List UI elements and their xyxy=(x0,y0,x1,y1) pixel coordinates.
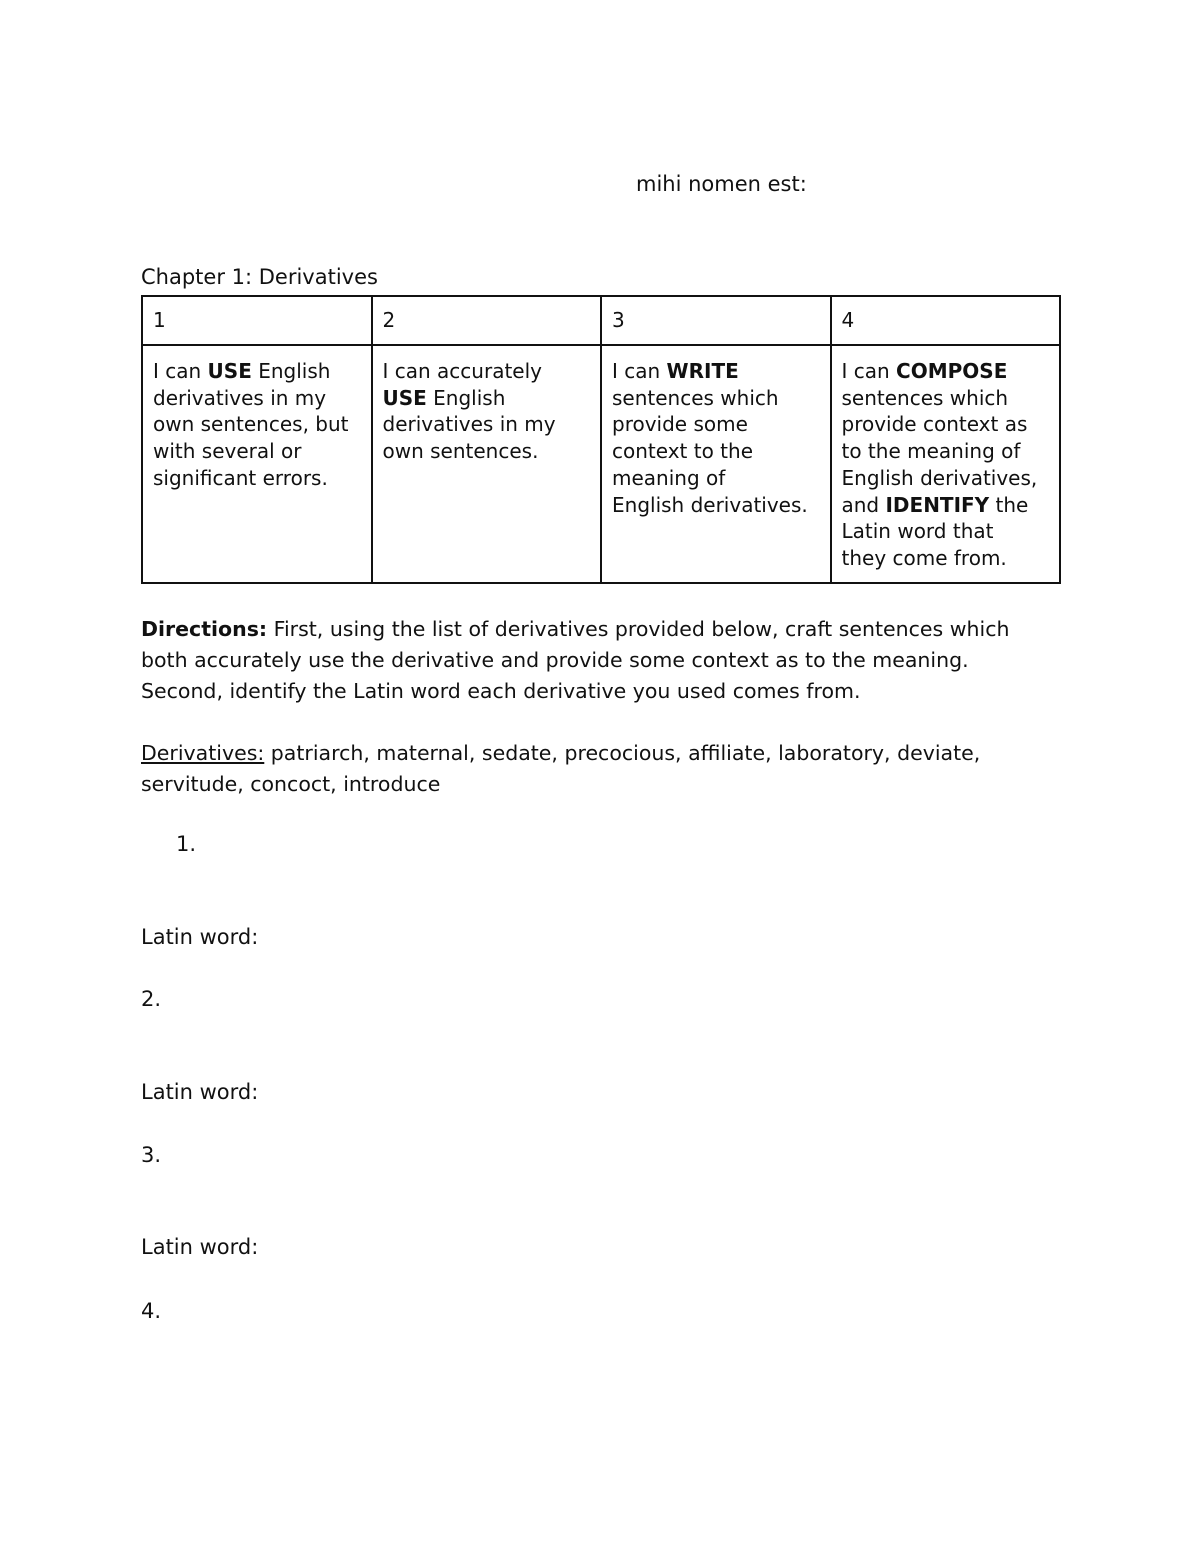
derivatives-label: Derivatives: xyxy=(141,741,265,765)
rubric-text: provide context as xyxy=(841,412,1028,437)
directions-line: Second, identify the Latin word each derivative you used comes from. xyxy=(141,679,861,703)
rubric-descriptor-line xyxy=(383,411,591,438)
rubric-descriptor-line xyxy=(153,385,361,412)
rubric-text: own sentences, but xyxy=(153,412,349,437)
directions-label: Directions: xyxy=(141,617,268,641)
rubric-text: English derivatives. xyxy=(612,492,808,517)
latin-word-label: Latin word: xyxy=(141,1080,259,1104)
rubric-descriptor-line xyxy=(383,385,591,412)
derivatives-line: servitude, concoct, introduce xyxy=(141,772,441,796)
rubric-text: meaning of xyxy=(612,465,726,490)
rubric-text: they come from. xyxy=(841,545,1007,570)
name-label: mihi nomen est: xyxy=(636,172,807,196)
rubric-descriptor-line xyxy=(842,518,1050,545)
rubric-descriptor-line xyxy=(842,385,1050,412)
rubric-descriptor-line xyxy=(153,358,361,385)
directions-line: Directions: First, using the list of derivatives provided below, craft sentences which xyxy=(141,617,1010,641)
rubric-descriptor-line xyxy=(153,411,361,438)
rubric-text: and xyxy=(841,492,886,517)
rubric-score-row xyxy=(142,296,1060,345)
rubric-descriptor-line xyxy=(842,411,1050,438)
rubric-descriptor-line xyxy=(612,385,820,412)
rubric-descriptor-line xyxy=(383,358,591,385)
rubric-text: derivatives in my xyxy=(153,385,327,410)
rubric-text: context to the xyxy=(612,439,753,464)
rubric-text: English xyxy=(426,385,506,410)
rubric-descriptor-line xyxy=(383,438,591,465)
rubric-descriptor-line xyxy=(612,492,820,519)
rubric-descriptor-cell xyxy=(601,345,831,583)
rubric-descriptor-line xyxy=(842,545,1050,572)
chapter-title: Chapter 1: Derivatives xyxy=(141,265,378,289)
rubric-descriptor-line xyxy=(153,438,361,465)
latin-word-label: Latin word: xyxy=(141,1235,259,1259)
rubric-descriptor-cell xyxy=(372,345,602,583)
rubric-descriptor-line xyxy=(612,465,820,492)
rubric-text: I can xyxy=(153,359,208,383)
rubric-text: Latin word that xyxy=(841,519,994,544)
item-number: 2. xyxy=(141,987,162,1011)
item-number: 4. xyxy=(141,1299,162,1323)
rubric-text: the xyxy=(989,492,1029,517)
rubric-text: I can xyxy=(612,359,667,383)
item-number: 1. xyxy=(176,832,197,856)
rubric-keyword: WRITE xyxy=(666,359,739,383)
directions-line: both accurately use the derivative and provide some context as to the meaning. xyxy=(141,648,969,672)
rubric-text: I can xyxy=(841,359,897,383)
rubric-keyword: IDENTIFY xyxy=(885,492,990,517)
rubric-text: own sentences. xyxy=(382,439,539,464)
rubric-text: to the meaning of xyxy=(841,439,1021,464)
rubric-score-cell: 3 xyxy=(601,296,831,345)
latin-word-label: Latin word: xyxy=(141,925,259,949)
rubric-keyword: COMPOSE xyxy=(896,359,1008,383)
rubric-text: significant errors. xyxy=(153,465,328,490)
rubric-text: English derivatives, xyxy=(841,465,1038,490)
rubric-keyword: USE xyxy=(382,385,427,410)
rubric-descriptor-cell xyxy=(831,345,1061,583)
rubric-descriptor-line xyxy=(842,465,1050,492)
rubric-descriptor-line xyxy=(612,411,820,438)
directions-paragraph xyxy=(141,614,1081,707)
rubric-text: I can accurately xyxy=(382,359,542,383)
rubric-descriptor-line xyxy=(842,358,1050,385)
rubric-text: sentences which xyxy=(841,385,1009,410)
rubric-score-cell: 2 xyxy=(372,296,602,345)
rubric-descriptor-cell xyxy=(142,345,372,583)
rubric-descriptor-line xyxy=(842,492,1050,519)
rubric-score-cell: 4 xyxy=(831,296,1061,345)
item-number: 3. xyxy=(141,1143,162,1167)
rubric-text: derivatives in my xyxy=(382,412,556,437)
rubric-score-cell: 1 xyxy=(142,296,372,345)
rubric-text: with several or xyxy=(153,439,302,464)
rubric-text: English xyxy=(251,359,331,383)
rubric-descriptor-row xyxy=(142,345,1060,583)
derivatives-list xyxy=(141,738,1081,800)
rubric-descriptor-line xyxy=(612,438,820,465)
rubric-text: provide some xyxy=(612,412,748,437)
rubric-descriptor-line xyxy=(153,465,361,492)
rubric-keyword: USE xyxy=(207,359,252,383)
rubric-text: sentences which xyxy=(612,385,779,410)
rubric-table xyxy=(141,295,1061,584)
rubric-descriptor-line xyxy=(842,438,1050,465)
derivatives-line: Derivatives: patriarch, maternal, sedate, precocious, affiliate, laboratory, deviate, xyxy=(141,741,981,765)
rubric-descriptor-line xyxy=(612,358,820,385)
